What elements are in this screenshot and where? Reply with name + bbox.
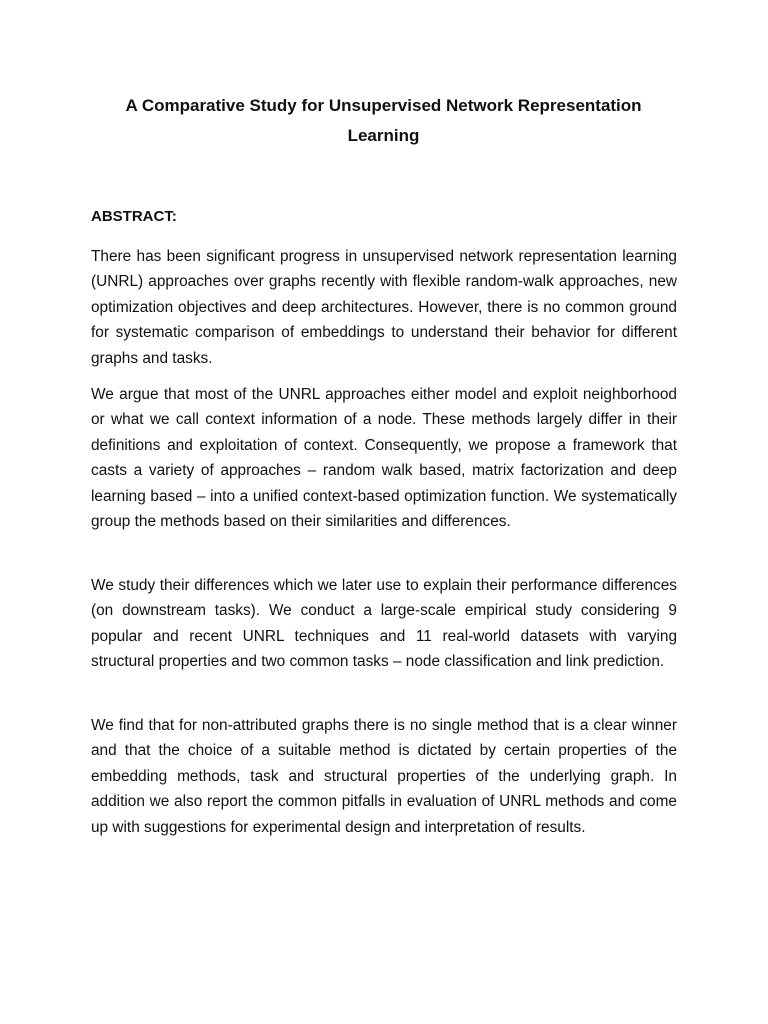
abstract-paragraph-4: We find that for non-attributed graphs there is no single method that is a clear winner and that the choice of a suitable method is dictated by certain properties of the embedding methods, task and structural properties of the underlying graph. In addition we also report the common pitfalls in evaluation of UNRL methods and come up with suggestions for experimental design and interpretation of results. [91,717,677,836]
abstract-paragraph-2: We argue that most of the UNRL approaches either model and exploit neighborhood or what we call context information of a node. These methods largely differ in their definitions and exploitation of context. Consequently, we propose a framework that casts a variety of approaches – random walk based, matrix factorization and deep learning based – into a unified context-based optimization function. We systematically group the methods based on their similarities and differences. [91,386,677,531]
paper-title: A Comparative Study for Unsupervised Network Representation Learning [125,96,642,145]
abstract-paragraph-1: There has been significant progress in unsupervised network representation learning (UNRL) approaches over graphs recently with flexible random-walk approaches, new optimization objectives and deep architectures. However, there is no common ground for systematic comparison of embeddings to understand their behavior for different graphs and tasks. [91,248,677,367]
abstract-heading: ABSTRACT: [91,208,177,225]
abstract-paragraph-3: We study their differences which we later use to explain their performance differences (on downstream tasks). We conduct a large-scale empirical study considering 9 popular and recent UNRL techniques and 11 real-world datasets with varying structural properties and two common tasks – node classification and link prediction. [91,577,677,671]
